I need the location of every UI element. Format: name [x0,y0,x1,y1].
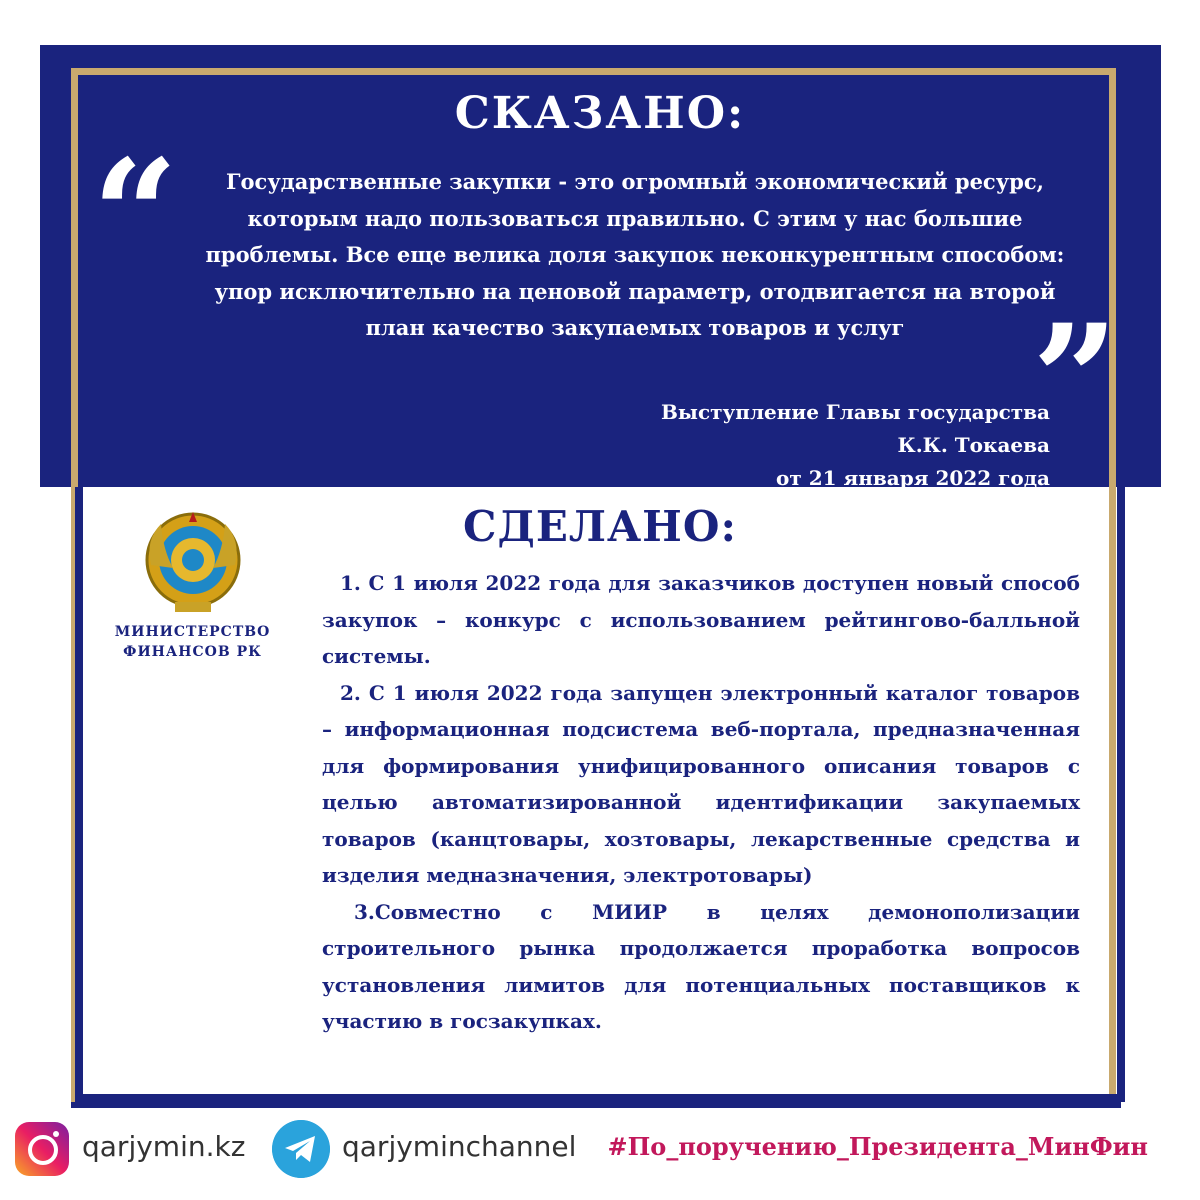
list-item: 2. С 1 июля 2022 года запущен электронный каталог товаров – информационная подсистема веб-портала, предназначенная для формирования унифицированного описания товаров с целью автоматизированной идентификации закупаемых товаров (канцтовары, хозтовары, лекарственные средства и изделия медназначения, электротовары) [322,680,1080,887]
frame-bottom [71,1102,1121,1108]
done-title: СДЕЛАНО: [463,502,737,551]
done-list [322,565,1080,1040]
attribution-line: Выступление Главы государства [660,400,1050,424]
quote-text: Государственные закупки - это огромный экономический ресурс, которым надо пользоваться правильно. С этим у нас большие проблемы. Все еще велика доля закупок неконкурентным способом: упор исключительно на ценовой параметр, отодвигается на второй план качество закупаемых товаров и услуг [205,169,1065,340]
instagram-handle[interactable]: qarjymin.kz [82,1130,246,1163]
list-item: 1. С 1 июля 2022 года для заказчиков доступен новый способ закупок – конкурс с использованием рейтингово-балльной системы. [322,571,1080,668]
telegram-handle[interactable]: qarjyminchannel [342,1130,577,1163]
ministry-line: МИНИСТЕРСТВО [114,624,271,640]
attribution-line: от 21 января 2022 года [776,466,1050,490]
quote-close-icon: ” [1032,292,1119,468]
hashtag[interactable]: #По_поручению_Президента_МинФин [607,1132,1148,1161]
instagram-icon[interactable] [15,1122,69,1176]
telegram-icon[interactable] [272,1120,330,1178]
quote-attribution [661,396,1050,495]
footer [0,1118,1200,1188]
quote-open-icon: “ [92,127,179,303]
attribution-line: К.К. Токаева [897,433,1050,457]
said-title: СКАЗАНО: [454,88,746,139]
list-item: 3.Совместно с МИИР в целях демонополизации строительного рынка продолжается проработка вопросов установления лимитов для потенциальных поставщиков к участию в госзакупках. [322,899,1080,1033]
ministry-name [110,622,275,662]
ministry-line: ФИНАНСОВ РК [123,644,262,660]
